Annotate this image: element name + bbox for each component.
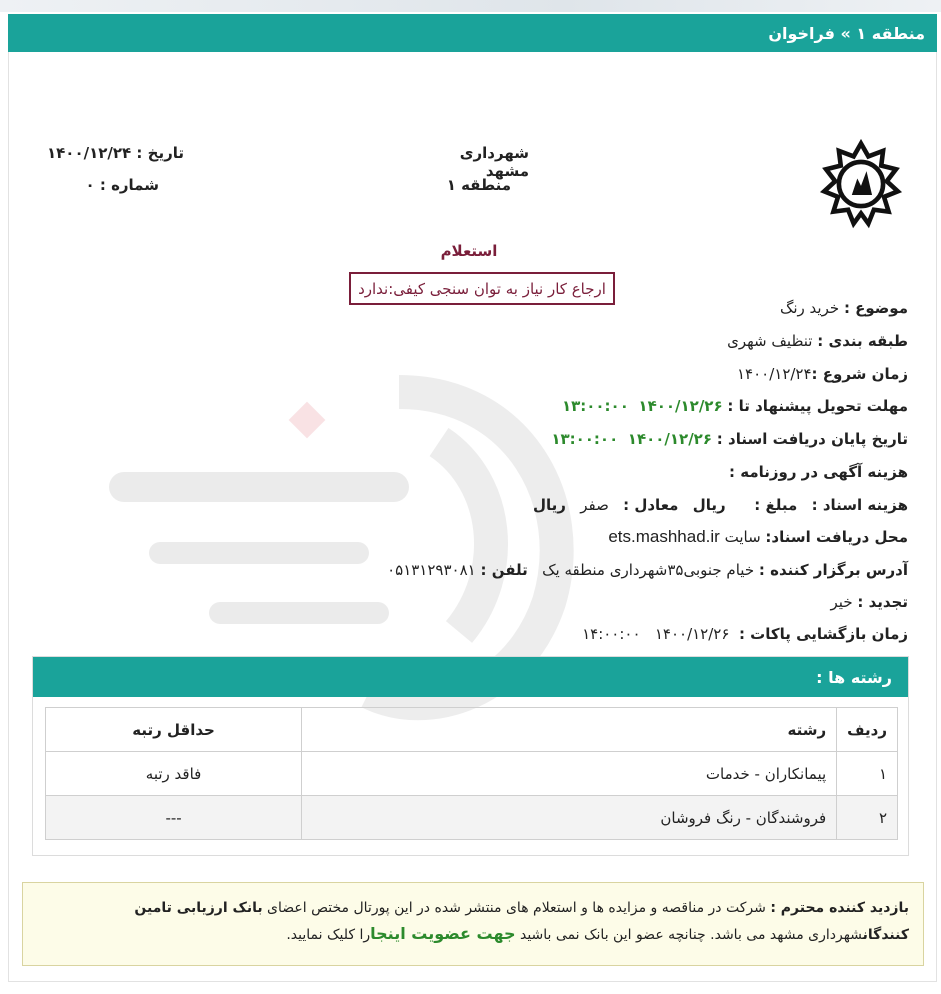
row-field-name: فروشندگان - رنگ فروشان bbox=[302, 796, 837, 840]
rial-label-1: ریال bbox=[692, 496, 726, 514]
row-field-name: پیمانکاران - خدمات bbox=[302, 752, 837, 796]
doc-end-label: تاریخ پایان دریافت اسناد : bbox=[716, 430, 908, 448]
start-label: زمان شروع : bbox=[811, 365, 908, 383]
join-membership-link[interactable]: جهت عضویت اینجا bbox=[370, 924, 516, 943]
notice-text-2: شهرداری مشهد می باشد. چنانچه عضو این بانک نمی باشید bbox=[515, 927, 863, 943]
table-row bbox=[46, 796, 898, 840]
opening-date: ۱۴۰۰/۱۲/۲۶ bbox=[654, 625, 730, 643]
amount-label: مبلغ : bbox=[754, 496, 798, 514]
subject-row bbox=[780, 296, 908, 320]
table-row bbox=[46, 752, 898, 796]
category-label: طبقه بندی : bbox=[817, 332, 908, 350]
breadcrumb bbox=[8, 14, 937, 52]
opening-label: زمان بازگشایی پاکات : bbox=[738, 625, 908, 643]
notice-bank-name: بانک ارزیابی تامین کنندگان bbox=[134, 900, 909, 943]
notice-lead: بازدید کننده محترم : bbox=[770, 900, 909, 916]
fields-section-title-text: رشته ها : bbox=[816, 667, 892, 687]
doc-end-date: ۱۴۰۰/۱۲/۲۶ bbox=[627, 430, 712, 448]
municipality-logo-icon bbox=[813, 138, 909, 230]
notice-text-1: شرکت در مناقصه و مزایده ها و استعلام های منتشر شده در این پورتال مختص اعضای bbox=[262, 900, 771, 916]
row-index: ۲ bbox=[837, 796, 898, 840]
deadline-label: مهلت تحویل پیشنهاد تا : bbox=[727, 397, 908, 415]
number-label: شماره : bbox=[99, 176, 159, 194]
table-header-row bbox=[46, 708, 898, 752]
row-min-rank: فاقد رتبه bbox=[46, 752, 302, 796]
renewal-value: خیر bbox=[830, 593, 853, 611]
quality-requirement-box: ارجاع کار نیاز به توان سنجی کیفی:ندارد bbox=[349, 272, 615, 305]
opening-time: ۱۴:۰۰:۰۰ bbox=[582, 625, 641, 643]
phone-value: ۰۵۱۳۱۲۹۳۰۸۱ bbox=[387, 561, 476, 579]
column-header-min-rank: حداقل رتبه bbox=[46, 708, 302, 752]
doc-end-row bbox=[551, 427, 908, 451]
equivalent-label: معادل : bbox=[623, 496, 679, 514]
category-row bbox=[727, 329, 908, 353]
row-min-rank: --- bbox=[46, 796, 302, 840]
phone-label: تلفن : bbox=[480, 561, 528, 579]
row-index: ۱ bbox=[837, 752, 898, 796]
date-line bbox=[46, 144, 184, 162]
doc-end-time: ۱۳:۰۰:۰۰ bbox=[551, 430, 619, 448]
rial-label-2: ریال bbox=[532, 496, 566, 514]
region-name: منطقه ۱ bbox=[446, 176, 511, 194]
inquiry-title: استعلام bbox=[440, 242, 498, 260]
doc-place-label: محل دریافت اسناد: bbox=[765, 528, 908, 546]
breadcrumb-text: منطقه ۱ » فراخوان bbox=[768, 23, 925, 43]
renewal-row bbox=[831, 590, 908, 614]
start-value: ۱۴۰۰/۱۲/۲۴ bbox=[736, 365, 812, 383]
fields-section bbox=[32, 656, 909, 856]
fields-section-title bbox=[33, 657, 908, 697]
doc-cost-label: هزینه اسناد : bbox=[811, 496, 908, 514]
ad-cost-label: هزینه آگهی در روزنامه : bbox=[729, 463, 908, 481]
number-line bbox=[49, 176, 159, 194]
subject-label: موضوع : bbox=[843, 299, 908, 317]
top-strip bbox=[0, 0, 941, 12]
membership-notice bbox=[22, 882, 924, 966]
deadline-date: ۱۴۰۰/۱۲/۲۶ bbox=[638, 397, 723, 415]
address-row bbox=[387, 558, 908, 582]
doc-place-prefix: سایت bbox=[724, 528, 761, 546]
renewal-label: تجدید : bbox=[857, 593, 908, 611]
address-label: آدرس برگزار کننده : bbox=[758, 561, 908, 579]
deadline-time: ۱۳:۰۰:۰۰ bbox=[561, 397, 629, 415]
opening-row bbox=[582, 622, 908, 646]
org-name: شهرداری مشهد bbox=[459, 144, 529, 180]
date-label: تاریخ : bbox=[136, 144, 184, 162]
category-value: تنظیف شهری bbox=[727, 332, 813, 350]
deadline-row bbox=[562, 394, 908, 418]
column-header-index: ردیف bbox=[837, 708, 898, 752]
doc-place-row bbox=[608, 525, 908, 549]
doc-cost-row bbox=[533, 493, 908, 517]
number-value: ۰ bbox=[85, 176, 95, 194]
start-row bbox=[737, 362, 908, 386]
address-value: خیام جنوبی۳۵شهرداری منطقه یک bbox=[542, 561, 755, 579]
notice-text-3: را کلیک نمایید. bbox=[286, 927, 371, 943]
equivalent-value: صفر bbox=[580, 496, 609, 514]
fields-table bbox=[45, 707, 898, 840]
ad-cost-row bbox=[729, 460, 908, 484]
subject-value: خرید رنگ bbox=[779, 299, 840, 317]
date-value: ۱۴۰۰/۱۲/۲۴ bbox=[46, 144, 132, 162]
column-header-field: رشته bbox=[302, 708, 837, 752]
doc-place-site-link[interactable]: ets.mashhad.ir bbox=[608, 527, 720, 546]
